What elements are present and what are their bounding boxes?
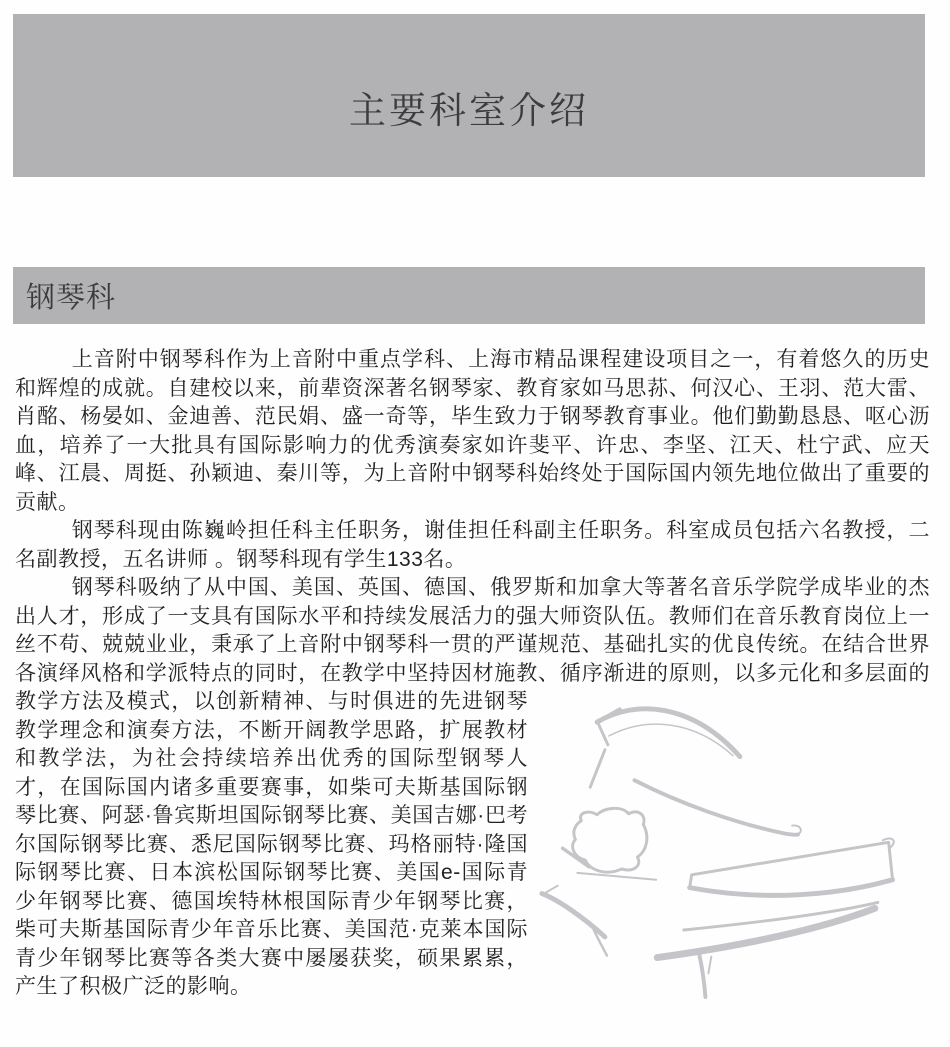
section-title: 钢琴科: [26, 282, 117, 314]
section-header-bar: [13, 267, 925, 324]
page-title: 主要科室介绍: [349, 89, 589, 131]
paragraph-achievements: [15, 574, 930, 1002]
grand-piano-sketch-icon: [536, 690, 930, 1038]
paragraph-history: 上音附中钢琴科作为上音附中重点学科、上海市精品课程建设项目之一，有着悠久的历史和辉煌的成就。自建校以来，前辈资深著名钢琴家、教育家如马思荪、何汉心、王羽、范大雷、肖酩、杨晏如、金迪善、范民娟、盛一奇等，毕生致力于钢琴教育事业。他们勤勤恳恳、呕心沥血，培养了一大批具有国际影响力的优秀演奏家如许斐平、许忠、李坚、江天、杜宁武、应天峰、江晨、周挺、孙颖迪、秦川等，为上音附中钢琴科始终处于国际国内领先地位做出了重要的贡献。: [15, 348, 930, 514]
page-title-banner: [13, 14, 925, 177]
article-body: [15, 346, 930, 1002]
paragraph-achievements-part1: 钢琴科吸纳了从中国、美国、英国、德国、俄罗斯和加拿大等著名音乐学院学成毕业的杰出人才，形成了一支具有国际水平和持续发展活力的强大师资队伍。教师们在音乐教育岗位上一丝不苟、兢兢业业，秉承了上音附中钢琴科一贯的严谨规范、基础扎实的优良传统。在结合世界各演绎风格和学派特点的同时，在教学中坚持因材施教、循序渐进的原则，以多元化和多: [15, 576, 930, 685]
grand-piano-illustration: [536, 690, 930, 1038]
paragraph-achievements-part2: 层面的教学方法及模式，以创新精神、与时俱进的先进钢琴教学理念和演奏方法，不断开阔教学思路，扩展教材和教学法，为社会持续培养出优秀的国际型钢琴人才，在国际国内诸多重要赛事，如柴可夫斯基国际钢琴比赛、阿瑟·鲁宾斯坦国际钢琴比赛、美国吉娜·巴考尔国际钢琴比赛、悉尼国际钢琴比赛、玛格丽特·隆国际钢琴比赛、日本滨松国际钢琴比赛、美国e-国际青少年钢琴比赛、德国埃特林根国际青少年钢琴比赛，柴可夫斯基国际青少年音乐比赛、美国范·克莱本国际青少年钢琴比赛等各类大赛中屡屡获奖，硕果累累，产生了积极广泛的影响。: [15, 661, 931, 998]
paragraph-staff: 钢琴科现由陈巍岭担任科主任职务，谢佳担任科副主任职务。科室成员包括六名教授，二名副教授，五名讲师 。钢琴科现有学生133名。: [15, 519, 930, 571]
